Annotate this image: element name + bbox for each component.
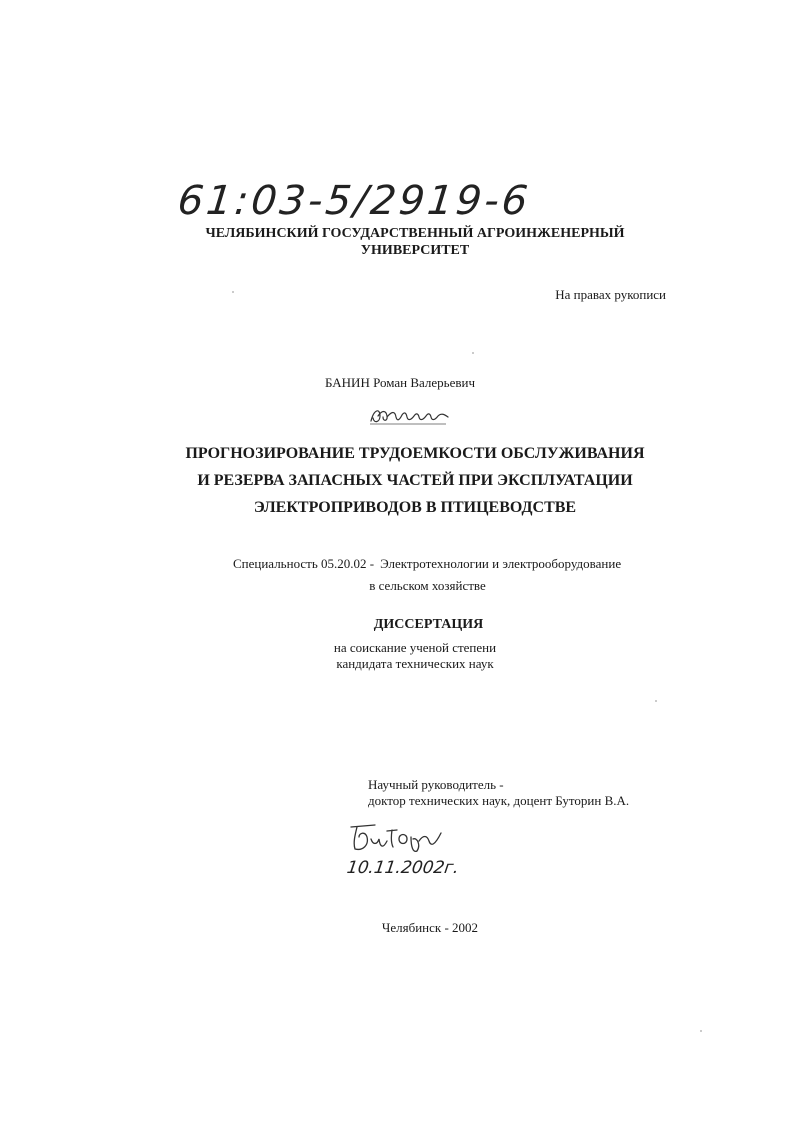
- degree-line1: на соискание ученой степени: [333, 640, 497, 655]
- thesis-title: [140, 440, 690, 521]
- specialty-name-continued: в сельском хозяйстве: [369, 578, 486, 593]
- scientific-supervisor: [368, 777, 629, 809]
- rights-notice: На правах рукописи: [555, 287, 666, 302]
- specialty-code: Специальность 05.20.02 -: [233, 556, 375, 571]
- supervisor-signature: [345, 815, 445, 860]
- handwritten-catalog-number: 61:03-5/2919-6: [175, 178, 533, 224]
- thesis-title-line3: ЭЛЕКТРОПРИВОДОВ В ПТИЦЕВОДСТВЕ: [253, 499, 577, 516]
- thesis-title-line2: И РЕЗЕРВА ЗАПАСНЫХ ЧАСТЕЙ ПРИ ЭКСПЛУАТАЦИИ: [197, 472, 633, 489]
- supervisor-line1: Научный руководитель -: [368, 777, 504, 792]
- degree-sought: [200, 640, 630, 672]
- degree-line2: кандидата технических наук: [336, 656, 494, 671]
- scan-speck: [700, 1030, 702, 1032]
- document-type: ДИССЕРТАЦИЯ: [373, 617, 484, 632]
- university-name-line2: УНИВЕРСИТЕТ: [360, 243, 470, 258]
- specialty-name: Электротехнологии и электрооборудование: [380, 556, 622, 571]
- scan-speck: [232, 291, 234, 293]
- handwritten-date: 10.11.2002г.: [345, 858, 461, 878]
- university-name-line1: ЧЕЛЯБИНСКИЙ ГОСУДАРСТВЕННЫЙ АГРОИНЖЕНЕРНЫЙ: [205, 226, 625, 241]
- specialty: [233, 556, 621, 572]
- city-and-year: Челябинск - 2002: [381, 920, 479, 935]
- university-name: [160, 225, 670, 259]
- author-name: БАНИН Роман Валерьевич: [324, 375, 475, 390]
- scan-speck: [472, 352, 474, 354]
- thesis-title-line1: ПРОГНОЗИРОВАНИЕ ТРУДОЕМКОСТИ ОБСЛУЖИВАНИЯ: [185, 445, 645, 462]
- author-signature: [368, 405, 450, 432]
- supervisor-line2: доктор технических наук, доцент Буторин В.А.: [368, 793, 630, 808]
- scan-speck: [655, 700, 657, 702]
